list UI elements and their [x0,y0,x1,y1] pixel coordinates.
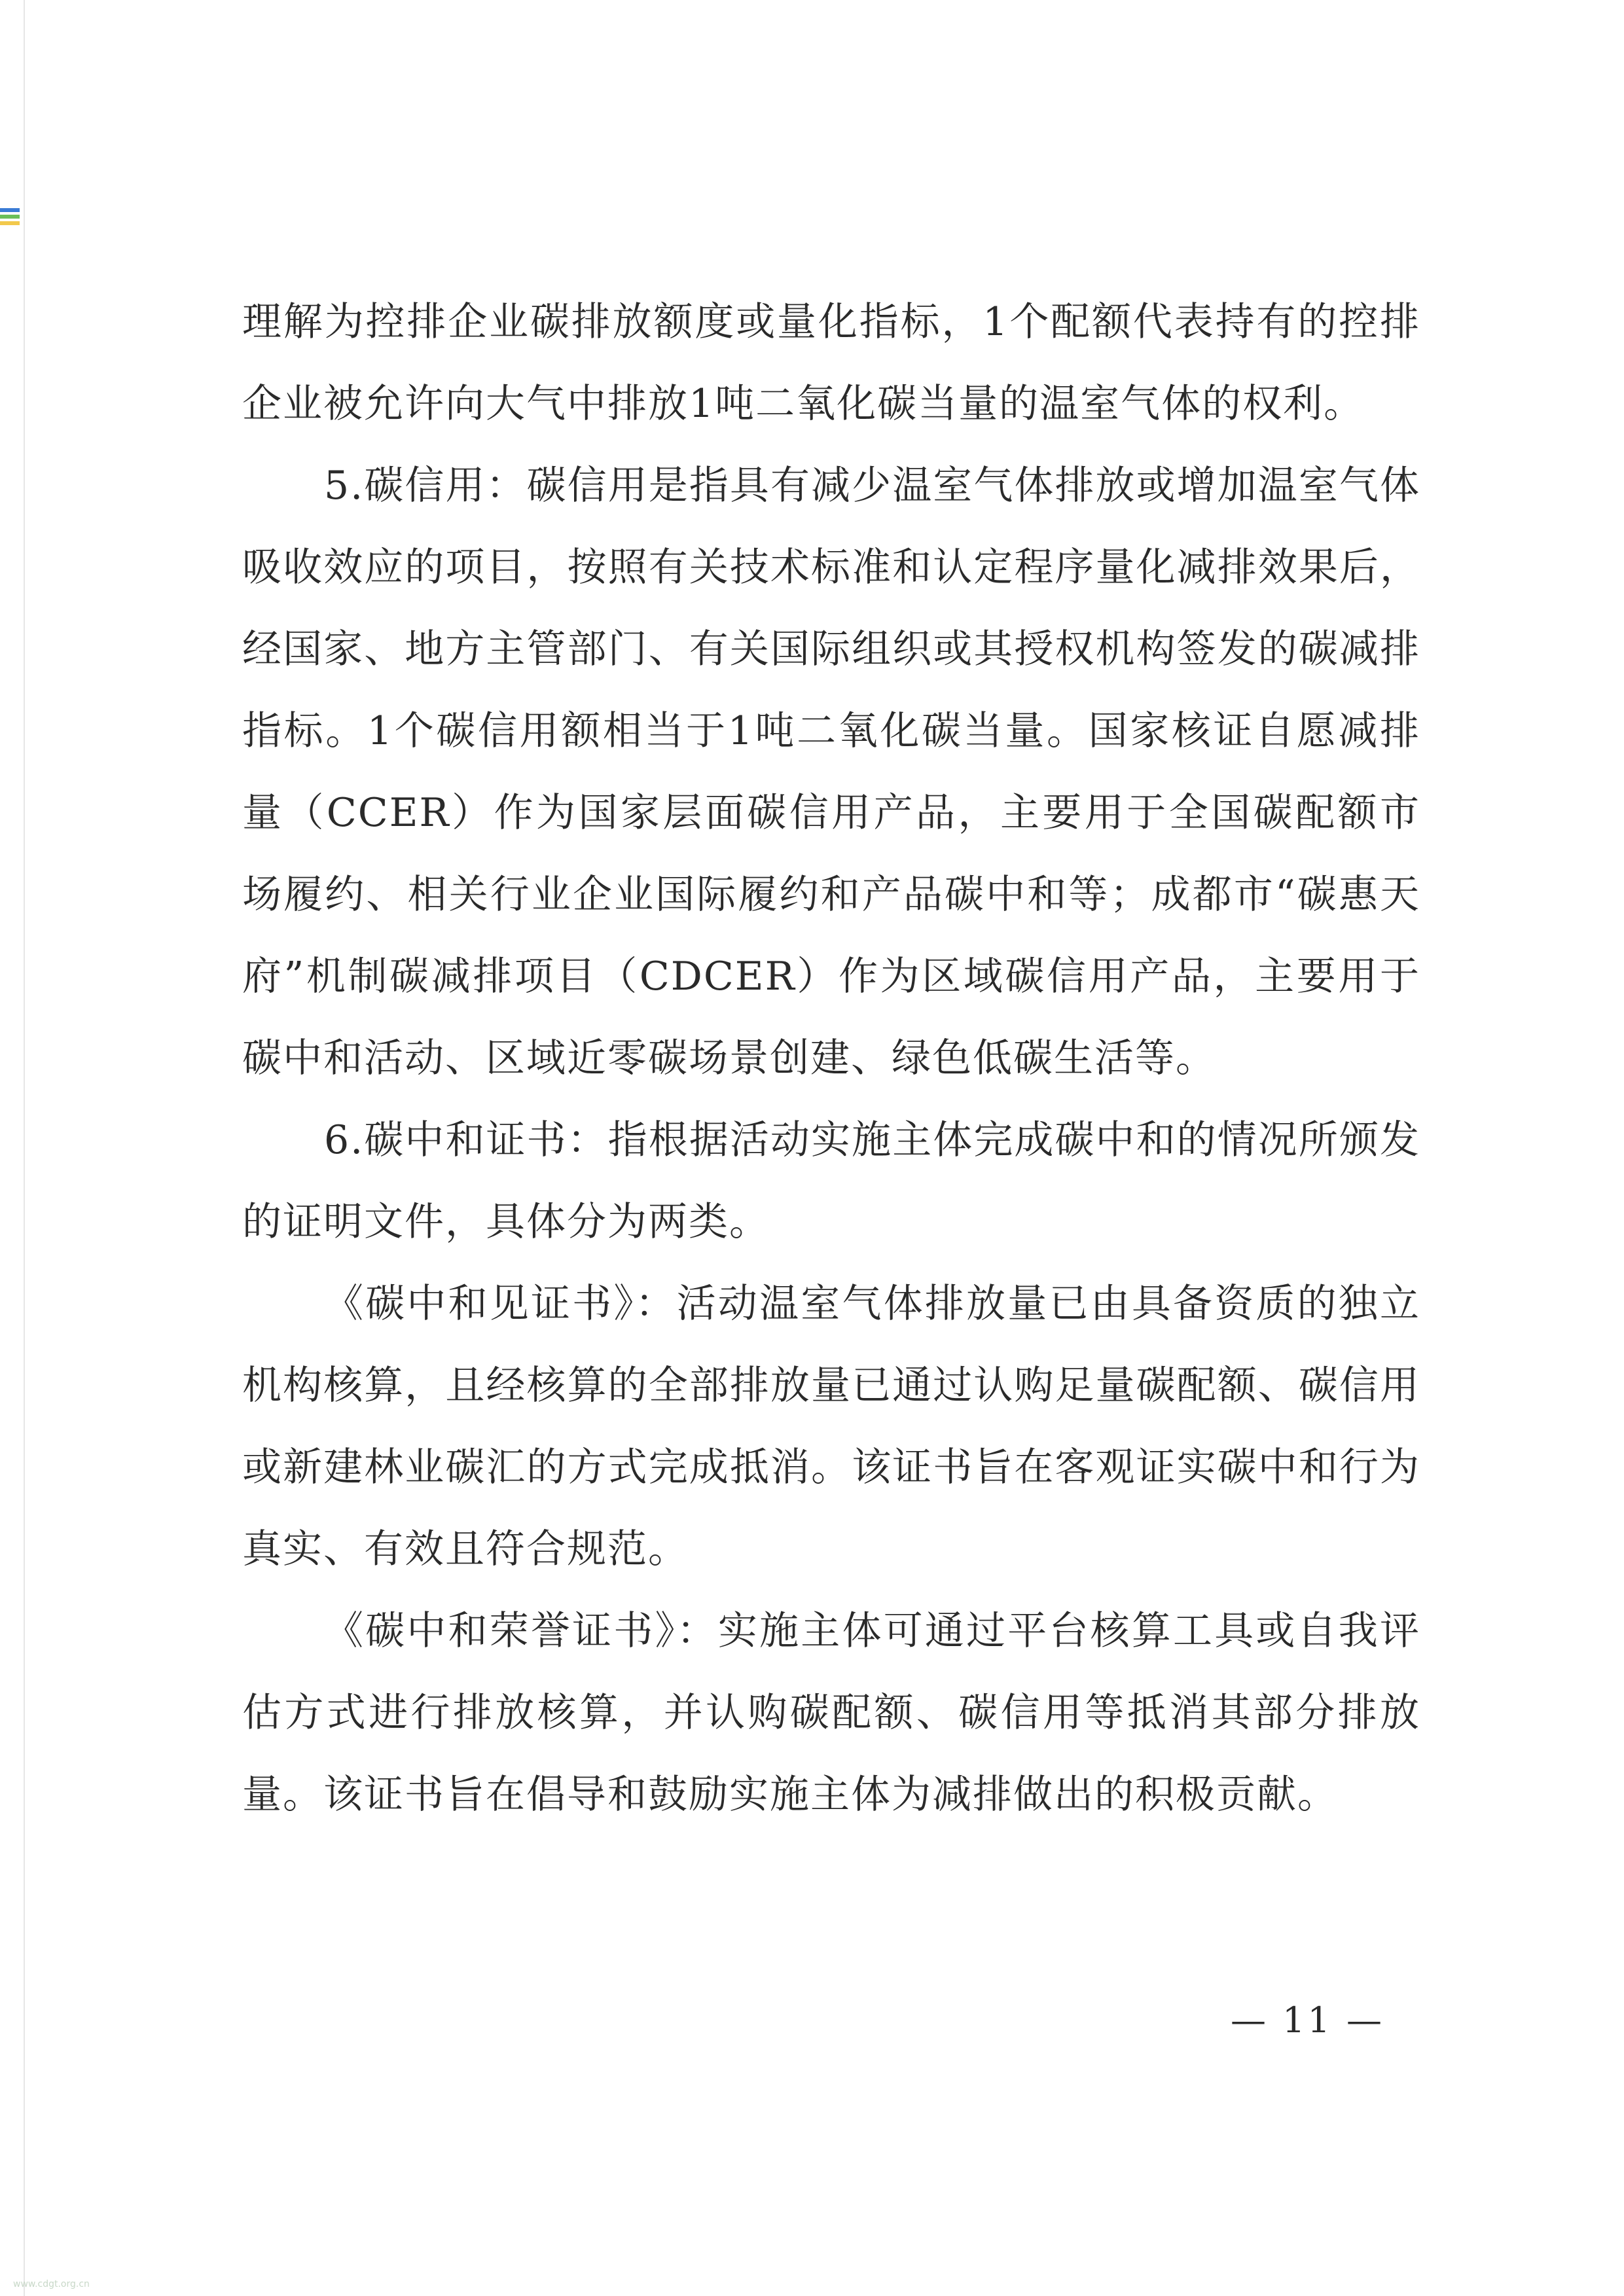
paragraph-honor-certificate: 《碳中和荣誉证书》：实施主体可通过平台核算工具或自我评估方式进行排放核算，并认购碳配额、碳信用等抵消其部分排放量。该证书旨在倡导和鼓励实施主体为减排做出的积极贡献。 [242,1608,1420,1818]
paragraph-carbon-neutral-certificate: 6.碳中和证书：指根据活动实施主体完成碳中和的情况所颁发的证明文件，具体分为两类。 [242,1117,1420,1245]
paragraph-quota-continued: 理解为控排企业碳排放额度或量化指标，1个配额代表持有的控排企业被允许向大气中排放1吨二氧化碳当量的温室气体的权利。 [242,299,1420,427]
footer-url: www.cdgt.org.cn [13,2279,90,2289]
paragraph-witness-certificate: 《碳中和见证书》：活动温室气体排放量已由具备资质的独立机构核算，且经核算的全部排放量已通过认购足量碳配额、碳信用或新建林业碳汇的方式完成抵消。该证书旨在客观证实碳中和行为真实、有效且符合规范。 [242,1281,1420,1572]
paragraph-carbon-credit: 5.碳信用：碳信用是指具有减少温室气体排放或增加温室气体吸收效应的项目，按照有关技术标准和认定程序量化减排效果后，经国家、地方主管部门、有关国际组织或其授权机构签发的碳减排指标。1个碳信用额相当于1吨二氧化碳当量。国家核证自愿减排量（CCER）作为国家层面碳信用产品，主要用于全国碳配额市场履约、相关行业企业国际履约和产品碳中和等；成都市“碳惠天府”机制碳减排项目（CDCER）作为区域碳信用产品，主要用于碳中和活动、区域近零碳场景创建、绿色低碳生活等。 [242,463,1420,1081]
scan-color-mark [0,208,20,247]
page-edge-line [24,0,25,2296]
page-number: — 11 — [1231,2000,1385,2041]
document-body [242,281,1420,1836]
